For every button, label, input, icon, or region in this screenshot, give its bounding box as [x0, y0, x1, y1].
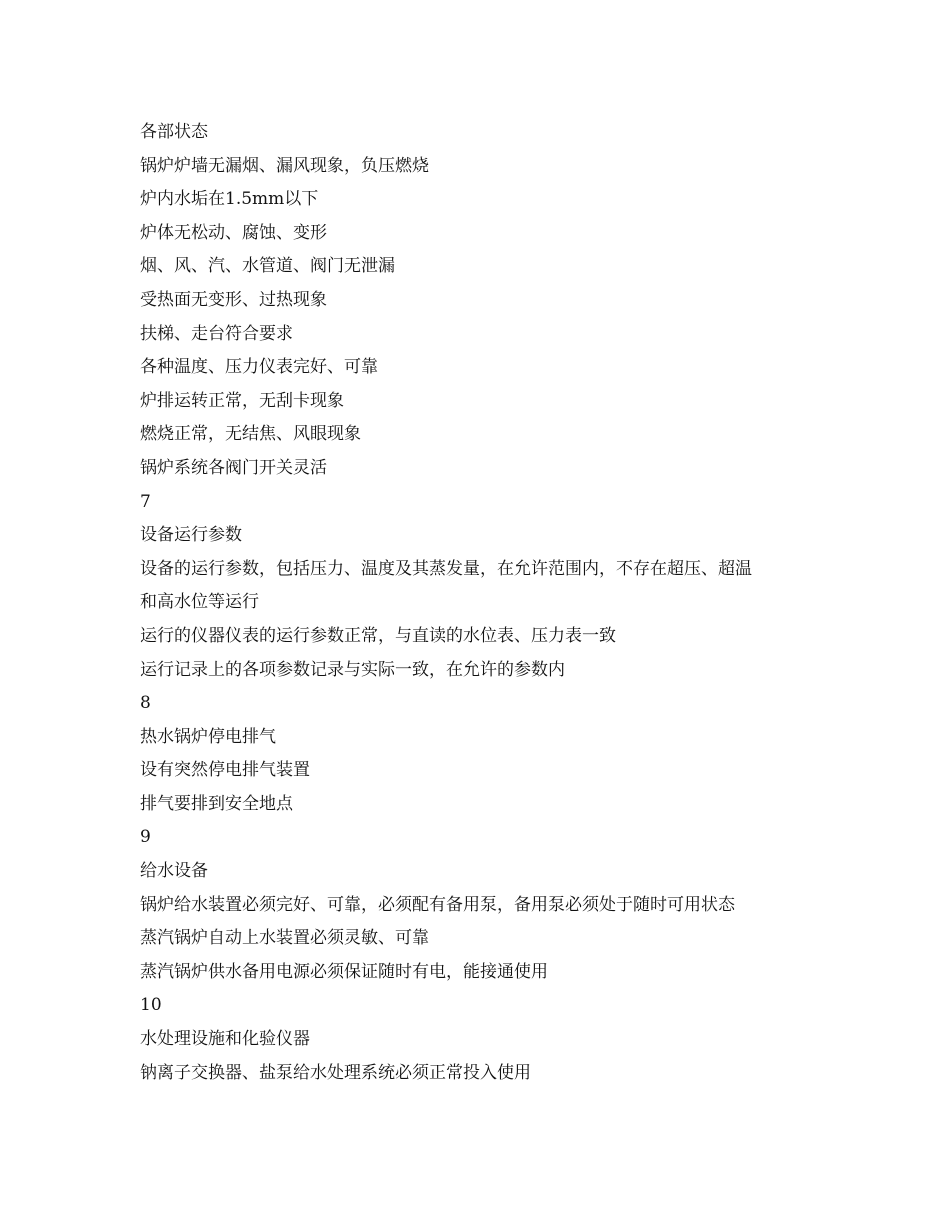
- section-heading: 热水锅炉停电排气: [140, 726, 276, 747]
- checklist-item: 炉内水垢在1.5mm以下: [140, 189, 319, 210]
- checklist-item: 烟、风、汽、水管道、阀门无泄漏: [140, 256, 395, 277]
- document-body: [140, 116, 820, 1090]
- checklist-item: 锅炉给水装置必须完好、可靠，必须配有备用泵，备用泵必须处于随时可用状态: [140, 894, 735, 915]
- checklist-item: 蒸汽锅炉供水备用电源必须保证随时有电，能接通使用: [140, 961, 548, 982]
- checklist-item: 设有突然停电排气装置: [140, 760, 310, 781]
- section-number: 9: [140, 827, 151, 848]
- checklist-item: 蒸汽锅炉自动上水装置必须灵敏、可靠: [140, 928, 429, 949]
- checklist-item: 炉排运转正常，无刮卡现象: [140, 390, 344, 411]
- section-heading: 各部状态: [140, 122, 208, 142]
- section-heading: 给水设备: [140, 861, 208, 882]
- checklist-item-continued: 和高水位等运行: [140, 592, 259, 613]
- checklist-item: 扶梯、走台符合要求: [140, 323, 293, 344]
- checklist-item: 设备的运行参数，包括压力、温度及其蒸发量，在允许范围内，不存在超压、超温: [140, 558, 752, 579]
- checklist-item: 排气要排到安全地点: [140, 793, 293, 814]
- section-number: 10: [140, 995, 162, 1016]
- section-number: 7: [140, 491, 151, 512]
- checklist-item: 钠离子交换器、盐泵给水处理系统必须正常投入使用: [140, 1062, 531, 1083]
- checklist-item: 燃烧正常，无结焦、风眼现象: [140, 424, 361, 445]
- checklist-item: 运行记录上的各项参数记录与实际一致，在允许的参数内: [140, 659, 565, 680]
- checklist-item: 受热面无变形、过热现象: [140, 289, 327, 310]
- checklist-item: 锅炉炉墙无漏烟、漏风现象，负压燃烧: [140, 155, 429, 176]
- section-heading: 水处理设施和化验仪器: [140, 1029, 310, 1050]
- section-number: 8: [140, 693, 151, 714]
- checklist-item: 炉体无松动、腐蚀、变形: [140, 222, 327, 243]
- checklist-item: 锅炉系统各阀门开关灵活: [140, 457, 327, 478]
- checklist-item: 运行的仪器仪表的运行参数正常，与直读的水位表、压力表一致: [140, 625, 616, 646]
- section-heading: 设备运行参数: [140, 525, 242, 546]
- checklist-item: 各种温度、压力仪表完好、可靠: [140, 357, 378, 378]
